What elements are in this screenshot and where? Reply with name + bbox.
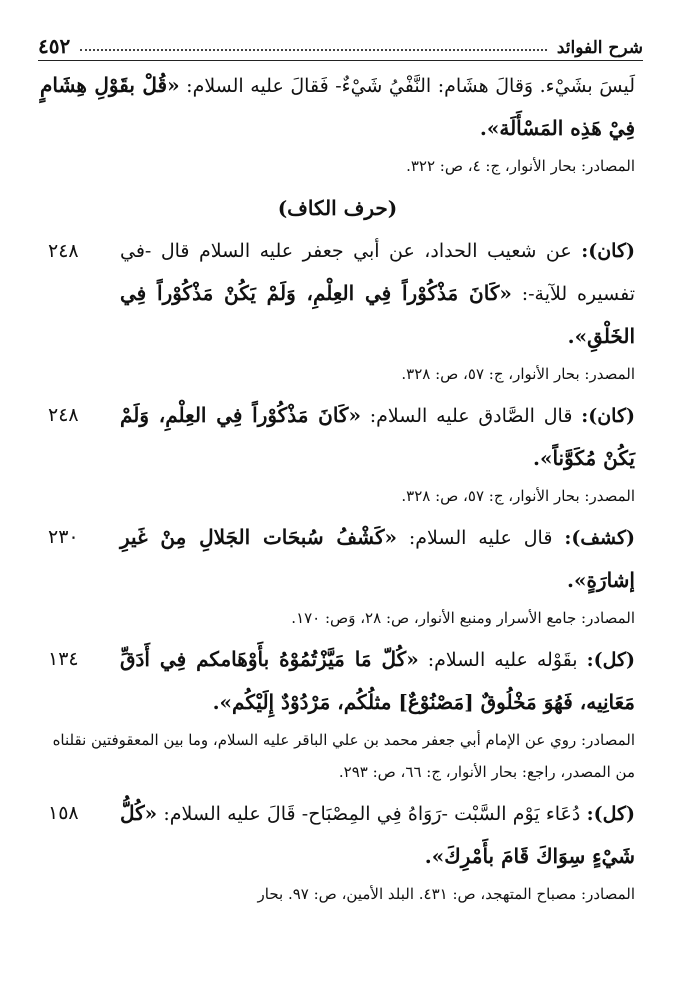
header-title: شرح الفوائد [556,38,643,58]
entry-prefix: قال الصَّادق عليه السلام: [360,405,582,427]
entry-quote: «كَانَ مَذْكُوْراً فِي العِلْمِ، وَلَمْ يَكُنْ مَذْكُوْراً فِي الخَلْقِ». [120,281,635,348]
entry-prefix: قال عليه السلام: [396,527,565,549]
entry-number: ٢٣٠ [48,526,79,548]
header-leader-dots [80,49,547,51]
entry-number: ١٥٨ [48,802,79,824]
entry-source: المصدر: بحار الأنوار، ج: ٥٧، ص: ٣٢٨. [401,365,635,383]
entry-number: ٢٤٨ [48,240,79,262]
entry-source: المصادر: بحار الأنوار، ج: ٤، ص: ٣٢٢. [406,157,635,175]
entry-text [120,230,635,358]
entry-kull-1 [40,638,635,788]
entry-keyword: (كل): [586,649,636,671]
entry-keyword: (كل): [586,803,635,825]
running-header [38,24,643,58]
entry-text [120,792,635,878]
entry-number: ١٣٤ [48,648,79,670]
section-title: (حرف الكاف) [277,196,398,220]
entry-text [120,638,635,724]
entry-quote: «قُلْ بقَوْلِ هِشَامٍ فِيْ هَذِه المَسْأَلَة». [40,73,635,140]
entry-text [40,64,635,150]
entry-keyword: (كان): [581,240,635,262]
header-rule [38,60,643,61]
entry-source: المصادر: مصباح المتهجد، ص: ٤٣١. البلد الأمين، ص: ٩٧. بحار [257,885,635,903]
entry-text [120,516,635,602]
continuation-entry [40,64,635,182]
page-number: ٤٥٢ [38,34,71,58]
entry-source: المصدر: بحار الأنوار، ج: ٥٧، ص: ٣٢٨. [401,487,635,505]
entry-number: ٢٤٨ [48,404,79,426]
entry-quote: «كُلّ مَا مَيَّزْتُمُوْهُ بأَوْهَامكم فِي أَدَقِّ مَعَانِيه، فَهُوَ مَخْلُوقٌ [مَصْنُوْعٌ] مثلُكُم، مَرْدُوْدٌ إِلَيْكُم». [120,647,635,714]
entry-keyword: (كان): [581,405,635,427]
entry-quote: «كُلُّ شَيْءٍ سِوَاكَ قَامَ بأَمْرِكَ». [120,801,635,868]
entry-quote: «كَانَ مَذْكُوْراً فِي العِلْمِ، وَلَمْ يَكُنْ مُكَوَّناً». [120,403,635,470]
entry-source: المصادر: جامع الأسرار ومنبع الأنوار، ص: ٢٨، وَص: ١٧٠. [291,609,635,627]
entry-prefix: بقَوْله عليه السلام: [418,649,587,671]
entry-prefix: دُعَاء يَوْم السَّبْت -رَوَاهُ فِي المِصْبَاح- قَالَ عليه السلام: [157,803,587,825]
entry-quote: «كَشْفُ سُبحَات الجَلالِ مِنْ غَيرِ إشارَةٍ». [120,525,635,592]
entry-text [120,394,635,480]
entry-kan-2 [40,394,635,512]
page-body [40,64,635,914]
entry-kull-2 [40,792,635,910]
entry-keyword: (كشف): [564,527,635,549]
entry-kan-1 [40,230,635,390]
entry-prefix: عن شعيب الحداد، عن أبي جعفر عليه السلام قال -في تفسيره للآية-: [120,240,635,305]
entry-source: المصادر: روي عن الإمام أبي جعفر محمد بن علي الباقر عليه السلام، وما بين المعقوفتين نقلناه من المصدر، راجع: بحار الأنوار، ج: ٦٦، ص: ٢٩٣. [52,731,635,781]
entry-prefix: لَيسَ بشَيْء. وَقالَ هشَام: النَّفْيُ شَيْءٌ- فَقالَ عليه السلام: [179,75,636,97]
entry-kashf [40,516,635,634]
